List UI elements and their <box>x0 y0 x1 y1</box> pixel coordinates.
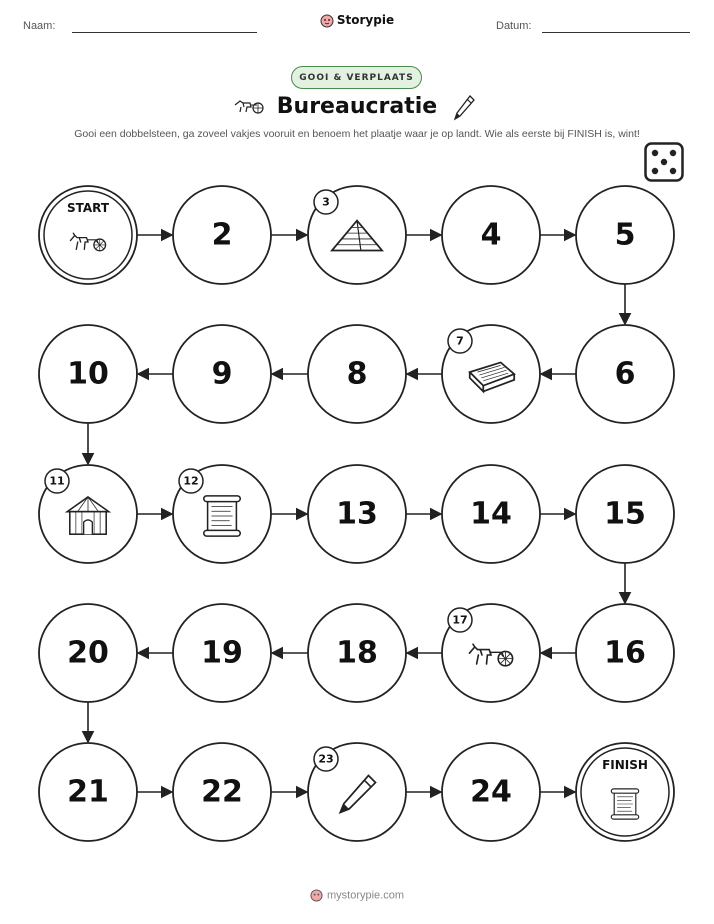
space-number: 22 <box>201 774 243 810</box>
board-space[interactable] <box>442 465 540 563</box>
storypie-logo-icon <box>310 889 323 902</box>
name-label: Naam: <box>23 20 56 32</box>
space-number: 16 <box>604 635 646 671</box>
space-number: 13 <box>336 496 378 532</box>
space-number: 15 <box>604 496 646 532</box>
space-number: 2 <box>211 217 233 253</box>
space-number: 10 <box>67 356 109 392</box>
space-number: 20 <box>67 635 109 671</box>
footer-url: mystorypie.com <box>326 889 405 902</box>
board-spaces <box>39 186 674 841</box>
board-space[interactable] <box>442 186 540 284</box>
instructions: Gooi een dobbelsteen, ga zoveel vakjes vooruit en benoem het plaatje waar je op landt. Wie als eerste bij FINISH is, wint! <box>74 128 640 140</box>
board-space[interactable] <box>442 604 540 702</box>
board-space[interactable] <box>576 186 674 284</box>
board-space[interactable] <box>39 186 137 284</box>
space-number: 11 <box>49 474 65 488</box>
space-number: 5 <box>614 217 636 253</box>
space-number: 4 <box>480 217 502 253</box>
worksheet-title: Bureaucratie <box>276 94 438 119</box>
space-number: 17 <box>452 613 468 627</box>
board-space[interactable] <box>173 604 271 702</box>
board-space[interactable] <box>442 743 540 841</box>
date-label: Datum: <box>496 20 532 32</box>
board-space[interactable] <box>173 743 271 841</box>
board-space[interactable] <box>39 743 137 841</box>
space-number: 18 <box>336 635 378 671</box>
board-space[interactable] <box>39 604 137 702</box>
board-space[interactable] <box>576 465 674 563</box>
board-space[interactable] <box>576 604 674 702</box>
scroll-icon <box>611 789 638 819</box>
brand-name: Storypie <box>336 13 395 27</box>
board-space[interactable] <box>308 604 406 702</box>
board-space[interactable] <box>173 325 271 423</box>
space-number: 24 <box>470 774 512 810</box>
board-space[interactable] <box>442 325 540 423</box>
space-number: 19 <box>201 635 243 671</box>
space-number: 9 <box>211 356 233 392</box>
space-number: 23 <box>318 752 334 766</box>
space-number: 7 <box>456 334 464 348</box>
board-space[interactable] <box>576 743 674 841</box>
scroll-icon <box>204 496 240 536</box>
space-number: 3 <box>322 195 330 209</box>
space-caption: FINISH <box>602 758 648 772</box>
board-space[interactable] <box>308 325 406 423</box>
footer <box>0 889 714 902</box>
space-number: 6 <box>614 356 636 392</box>
space-number: 21 <box>67 774 109 810</box>
board-space[interactable] <box>173 465 271 563</box>
board-space[interactable] <box>308 743 406 841</box>
board-space[interactable] <box>308 186 406 284</box>
board-space[interactable] <box>39 465 137 563</box>
board-space[interactable] <box>173 186 271 284</box>
space-number: 14 <box>470 496 512 532</box>
board-space[interactable] <box>576 325 674 423</box>
space-caption: START <box>66 201 110 215</box>
space-number: 12 <box>183 474 199 488</box>
space-number: 8 <box>346 356 368 392</box>
board-space[interactable] <box>308 465 406 563</box>
game-type-badge: GOOI & VERPLAATS <box>291 66 422 89</box>
board-space[interactable] <box>39 325 137 423</box>
